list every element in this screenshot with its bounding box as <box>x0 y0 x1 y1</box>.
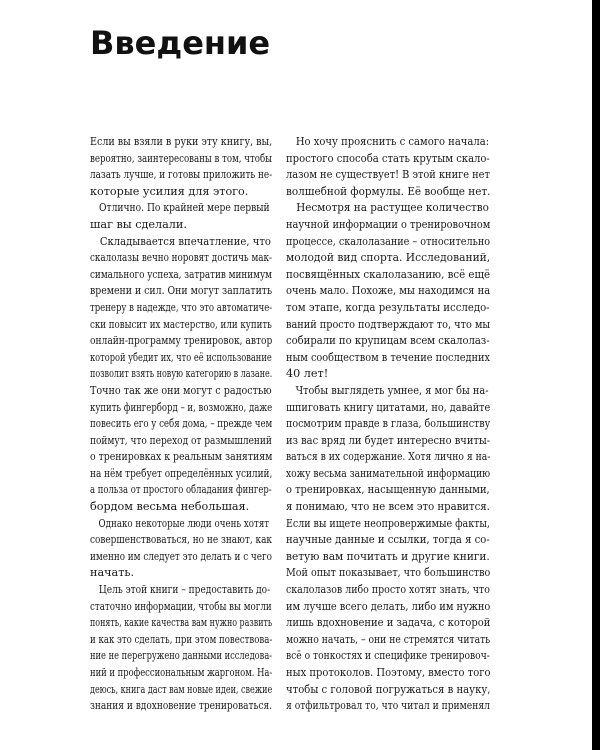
text-line: ваний просто подтверждают то, что мы <box>286 317 491 331</box>
text-line: Отлично. По крайней мере первый <box>98 201 270 215</box>
text-line: ний и профессиональным жаргоном. На- <box>90 666 273 679</box>
page-edge-bar <box>592 0 600 750</box>
text-line: я понимаю, что не всем это нравится. <box>286 500 490 514</box>
text-line: простого способа стать крутым скало- <box>286 151 490 165</box>
text-line: деюсь, книга даст вам новые идеи, свежие <box>90 682 273 696</box>
text-line: понять, какие качества вам нужно развить <box>90 616 273 630</box>
text-line: тренеру в надежде, что это автоматиче- <box>90 300 273 314</box>
text-line: том этапе, когда результаты исследо- <box>286 300 490 314</box>
text-line: ным сообществом в течение последних <box>286 350 490 364</box>
text-line: Точно так же они могут с радостью <box>90 383 272 397</box>
text-line: 40 лет! <box>286 367 329 381</box>
text-line: купить фингерборд – и, возможно, даже <box>90 400 273 414</box>
text-line: именно им следует это делать и с чего <box>90 549 272 563</box>
text-line: ветую вам почитать и другие книги. <box>286 549 490 563</box>
text-line: шпиговать книгу цитатами, но, давайте <box>286 400 491 414</box>
text-line: и как это сделать, при этом повествова- <box>90 632 273 646</box>
text-line: позволит взять новую категорию в лазане. <box>90 367 273 381</box>
left-text-column <box>90 134 272 715</box>
text-line: научные данные и ссылки, тогда я со- <box>286 533 490 547</box>
text-line: поймут, что переход от размышлений <box>90 433 272 447</box>
text-line: посвящённых скалолазанию, всё ещё <box>286 267 491 281</box>
text-line: скалолазы вечно норовят достичь мак- <box>90 251 272 265</box>
text-line: бордом весьма небольшая. <box>90 500 250 514</box>
text-line: скалолазов либо просто хотят знать, что <box>286 583 490 597</box>
text-line: Цель этой книги – предоставить до- <box>98 583 271 597</box>
text-line: на нём требует определённых усилий, <box>90 466 273 480</box>
text-line: о тренировках к реальным занятиям <box>90 450 273 464</box>
text-line: совершенствоваться, но не знают, как <box>90 533 272 547</box>
text-line: которой убедит их, что её использование <box>90 350 272 364</box>
text-line: я отфильтровал то, что читал и применял <box>286 699 490 713</box>
text-line: научной информации о тренировочном <box>286 217 491 231</box>
text-line: ски повысит их мастерство, или купить <box>90 317 272 331</box>
text-line: знания и вдохновение тренироваться. <box>90 699 273 713</box>
text-line: ние не перегружено данными исследова- <box>90 649 273 663</box>
text-line: Если вы взяли в руки эту книгу, вы, <box>90 135 273 148</box>
text-line: Однако некоторые люди очень хотят <box>98 516 270 530</box>
text-line: времени и сил. Они могут заплатить <box>90 284 273 298</box>
text-line: вероятно, заинтересованы в том, чтобы <box>90 151 273 165</box>
page-title: Введение <box>90 24 271 62</box>
text-line: лишь вдохновение и задача, с которой <box>286 616 491 630</box>
text-line: симального успеха, затратив минимум <box>90 267 273 281</box>
text-line: всё о тонкостях и специфике тренировоч- <box>286 649 490 663</box>
text-line: волшебной формулы. Её вообще нет. <box>286 184 491 198</box>
text-line: Чтобы выглядеть умнее, я мог бы на- <box>295 383 489 397</box>
text-line: Мой опыт показывает, что большинство <box>286 566 491 580</box>
text-line: процессе, скалолазание – относительно <box>286 234 491 248</box>
text-line: Если вы ищете неопровержимые факты, <box>286 516 490 530</box>
text-line: начать. <box>90 566 135 580</box>
text-line: статочно информации, чтобы вы могли <box>90 599 272 613</box>
text-line: Но хочу прояснить с самого начала: <box>295 135 490 148</box>
text-line: шаг вы сделали. <box>90 217 187 231</box>
text-line: онлайн-программу тренировок, автор <box>90 334 273 348</box>
text-line: хожу весьма занимательной информацию <box>286 466 491 480</box>
text-line: чтобы с головой погружаться в науку, <box>286 682 491 696</box>
text-line: ваться в их содержание. Хотя лично я на- <box>286 450 491 464</box>
text-line: им лучше всего делать, либо им нужно <box>286 599 491 613</box>
text-line: можно начать, – они не стремятся читать <box>286 632 491 646</box>
text-line: повесить его у себя дома, – прежде чем <box>90 417 273 431</box>
text-line: Несмотря на растущее количество <box>296 201 489 215</box>
text-line: собирали по крупицам всем скалолаз- <box>286 334 490 348</box>
text-line: Складывается впечатление, что <box>99 234 271 248</box>
text-line: лазать лучше, и готовы приложить не- <box>90 168 273 182</box>
text-line: очень мало. Похоже, мы находимся на <box>286 284 491 298</box>
text-line: ных протоколов. Поэтому, вместо того <box>286 666 491 679</box>
right-text-column <box>286 134 490 715</box>
text-line: из вас вряд ли будет интересно вчиты- <box>286 433 491 447</box>
text-line: а польза от простого обладания фингер- <box>90 483 272 497</box>
text-line: посмотрим правде в глаза, большинству <box>286 417 491 431</box>
text-line: молодой вид спорта. Исследований, <box>286 251 491 265</box>
text-line: которые усилия для этого. <box>90 184 249 198</box>
text-line: лазом не существует! В этой книге нет <box>286 168 490 182</box>
text-line: о тренировках, насыщенную данными, <box>286 483 490 497</box>
